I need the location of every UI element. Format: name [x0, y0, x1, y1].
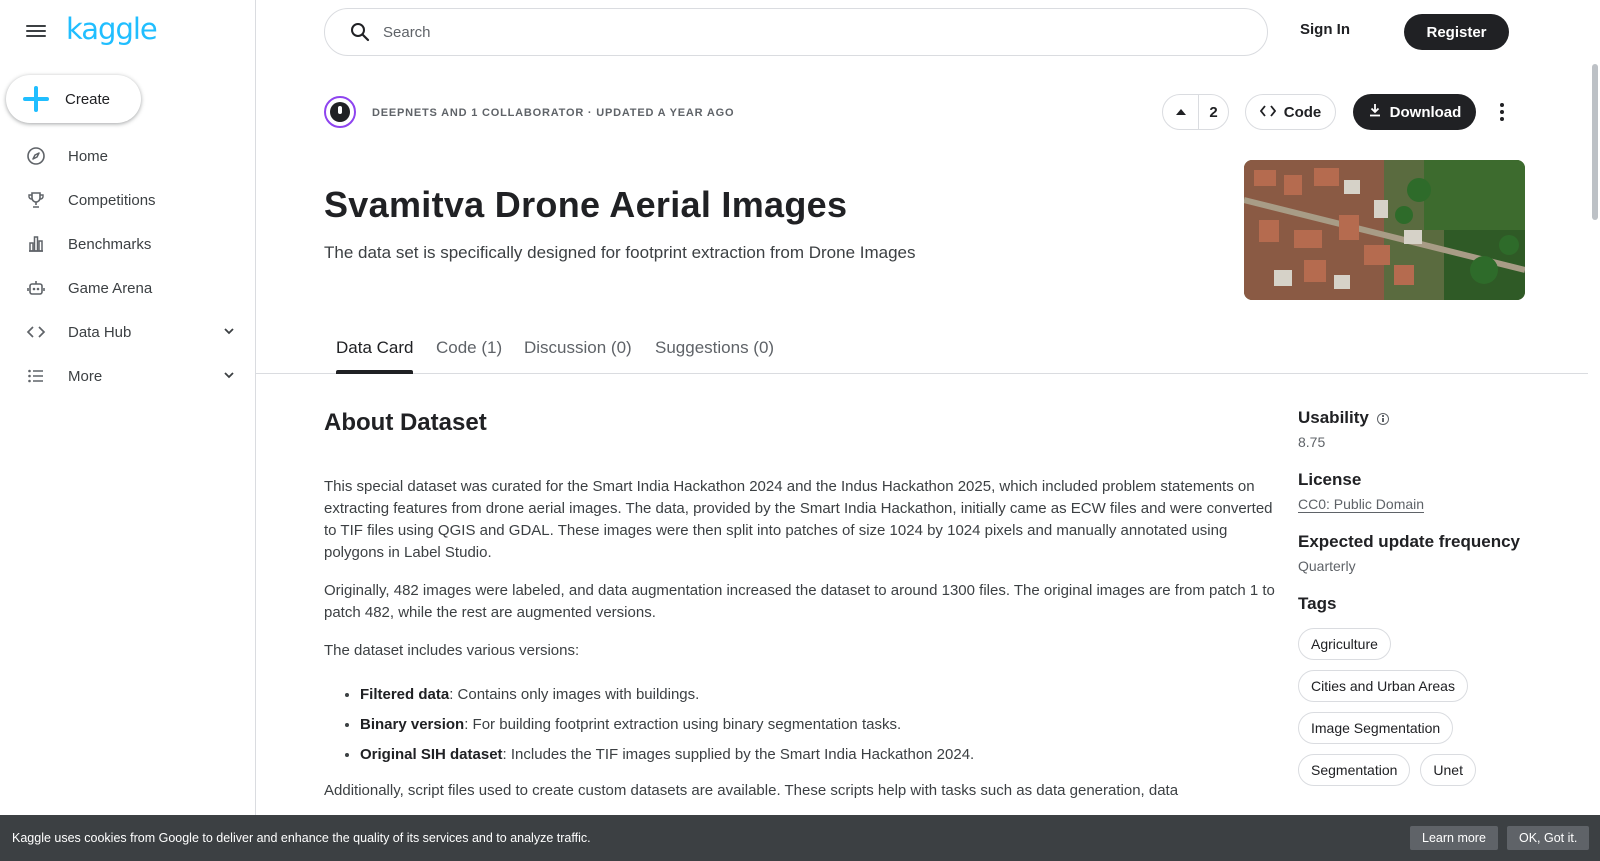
dataset-cover-image: [1244, 160, 1525, 300]
list-item: • Original SIH dataset: Includes the TIF images supplied by the Smart India Hackathon 2024.: [360, 744, 1276, 766]
sidebar-item-data-hub[interactable]: [0, 310, 256, 354]
search-bar[interactable]: [324, 8, 1268, 56]
sidebar-item-competitions[interactable]: [0, 178, 256, 222]
tab-suggestions[interactable]: Suggestions (0): [655, 338, 775, 357]
download-button[interactable]: [1353, 94, 1476, 130]
bar-chart-icon: [26, 234, 46, 254]
frequency-value: Quarterly: [1298, 558, 1356, 574]
tags-label: Tags: [1298, 594, 1337, 613]
code-button-label: Code: [1283, 103, 1322, 121]
versions-list: [360, 684, 1276, 766]
caret-up-icon: [1175, 103, 1187, 121]
tag-list: [1298, 628, 1538, 796]
chevron-down-icon[interactable]: [222, 324, 236, 343]
about-content: [324, 476, 1276, 818]
about-paragraph: This special dataset was curated for the Smart India Hackathon 2024 and the Indus Hackathon 2025, which included problem statements on extracting features from drone aerial images. The data, provided by the Smart India Hackathon, initially came as ECW files and were converted to TIF files using QGIS and GDAL. These images were then split into patches of size 1024 by 1024 pixels and manually annotated using polygons in Label Studio.: [324, 478, 1273, 561]
download-button-label: Download: [1389, 103, 1462, 121]
list-item: • Filtered data: Contains only images with buildings.: [360, 684, 1276, 706]
plus-icon: [23, 86, 49, 112]
info-icon[interactable]: [1377, 413, 1389, 425]
sidebar-item-label: More: [68, 367, 103, 385]
license-link[interactable]: CC0: Public Domain: [1298, 496, 1425, 512]
sidebar-item-more[interactable]: [0, 354, 256, 398]
kaggle-logo[interactable]: kaggle: [66, 12, 157, 46]
page-title: Svamitva Drone Aerial Images: [324, 184, 848, 225]
tag-chip[interactable]: Cities and Urban Areas: [1298, 670, 1468, 702]
usability-value: 8.75: [1298, 434, 1326, 450]
about-paragraph: The dataset includes various versions:: [324, 642, 580, 659]
about-paragraph: Originally, 482 images were labeled, and data augmentation increased the dataset to around 1300 files. The original images are from patch 1 to patch 482, while the rest are augmented versions.: [324, 582, 1275, 621]
code-brackets-icon: [1260, 104, 1276, 121]
sidebar-nav: [0, 134, 256, 398]
create-button[interactable]: [6, 75, 141, 123]
dataset-sidebar: [1298, 408, 1558, 816]
sidebar-item-label: Home: [68, 147, 109, 165]
frequency-label: Expected update frequency: [1298, 532, 1521, 551]
page-subtitle: The data set is specifically designed for footprint extraction from Drone Images: [324, 243, 916, 262]
learn-more-button[interactable]: Learn more: [1410, 826, 1498, 850]
code-brackets-icon: [26, 322, 46, 342]
trophy-icon: [26, 190, 46, 210]
tag-chip[interactable]: Segmentation: [1298, 754, 1410, 786]
accept-cookies-button[interactable]: OK, Got it.: [1507, 826, 1589, 850]
sign-in-link[interactable]: Sign In: [1300, 21, 1350, 38]
search-icon: [349, 21, 371, 43]
license-label: License: [1298, 470, 1362, 489]
tab-discussion[interactable]: Discussion (0): [524, 338, 632, 357]
sidebar: [0, 0, 256, 861]
compass-icon: [26, 146, 46, 166]
download-icon: [1368, 103, 1382, 121]
search-input[interactable]: [383, 24, 1183, 41]
sidebar-item-label: Competitions: [68, 191, 156, 209]
about-paragraph: Additionally, script files used to create custom datasets are available. These scripts help with tasks such as data generation, data: [324, 782, 1179, 799]
vote-count: 2: [1209, 103, 1218, 121]
register-button[interactable]: Register: [1404, 14, 1509, 50]
sidebar-item-label: Data Hub: [68, 323, 132, 341]
sidebar-item-home[interactable]: [0, 134, 256, 178]
chevron-down-icon[interactable]: [222, 368, 236, 387]
owner-avatar[interactable]: [324, 96, 356, 128]
tab-data-card[interactable]: Data Card: [336, 338, 413, 374]
scrollbar[interactable]: [1592, 64, 1598, 220]
sidebar-item-label: Game Arena: [68, 279, 153, 297]
code-button[interactable]: [1245, 94, 1336, 130]
dataset-meta: DEEPNETS AND 1 COLLABORATOR · UPDATED A YEAR AGO: [372, 107, 735, 119]
upvote-control: [1162, 94, 1229, 130]
create-label: Create: [65, 90, 111, 108]
about-heading: About Dataset: [324, 409, 487, 436]
robot-icon: [26, 278, 46, 298]
upvote-button[interactable]: [1163, 95, 1199, 129]
tag-chip[interactable]: Unet: [1420, 754, 1476, 786]
list-icon: [26, 366, 46, 386]
sidebar-item-game-arena[interactable]: [0, 266, 256, 310]
sidebar-item-benchmarks[interactable]: [0, 222, 256, 266]
sidebar-item-label: Benchmarks: [68, 235, 152, 253]
tag-chip[interactable]: Image Segmentation: [1298, 712, 1453, 744]
list-item: • Binary version: For building footprint extraction using binary segmentation tasks.: [360, 714, 1276, 736]
usability-label: Usability: [1298, 408, 1369, 427]
more-options-icon[interactable]: [1490, 98, 1514, 126]
cookie-banner: [0, 815, 1600, 861]
menu-icon[interactable]: [24, 22, 48, 42]
dataset-tabs: [256, 330, 1588, 374]
tag-chip[interactable]: Agriculture: [1298, 628, 1391, 660]
tab-code[interactable]: Code (1): [436, 338, 503, 357]
cookie-message: Kaggle uses cookies from Google to deliver and enhance the quality of its services and to analyze traffic.: [12, 831, 591, 845]
